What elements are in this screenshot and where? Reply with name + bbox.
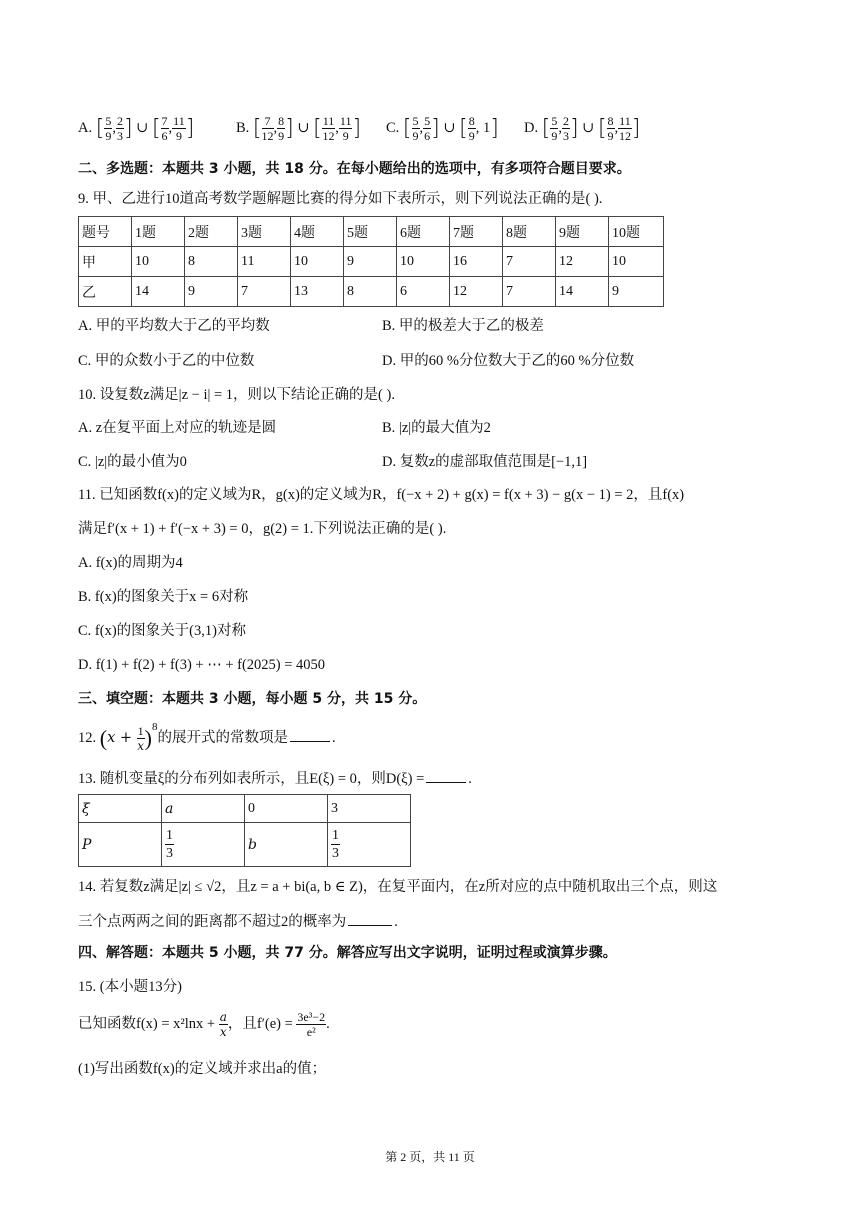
q10-option-b: B. |z|的最大值为2 <box>382 420 491 436</box>
table-cell: 乙 <box>79 277 132 307</box>
q15-given: 已知函数f(x) = x²lnx + $\frac{a}{x}$ ，且f′(e) = $\frac{\text{3e³−2}}{\text{e²}}$ . <box>78 1010 330 1039</box>
table-cell: 10 <box>132 247 185 277</box>
fraction: $\frac{8}{9}$ <box>468 114 475 143</box>
table-row <box>79 277 664 307</box>
table-cell: 8 <box>185 247 238 277</box>
table-cell: 题号 <box>79 217 132 247</box>
option-label: C. <box>386 119 400 136</box>
fraction: $\frac{2}{3}$ <box>116 114 123 143</box>
fraction: $\frac{8}{9}$ <box>607 114 614 143</box>
q8-option-a: A. [ $\frac{5}{9}$ , $\frac{2}{3}$ ] ∪ [ $\frac{7}{6}$ , $\frac{11}{9}$ ] <box>78 114 195 143</box>
option-label: B. <box>236 119 250 136</box>
fraction: $\frac{1}{3}$ <box>332 828 339 861</box>
table-cell: 9题 <box>556 217 609 247</box>
table-cell: 7题 <box>450 217 503 247</box>
table-cell: 14 <box>556 277 609 307</box>
q9-option-b: B. 甲的极差大于乙的极差 <box>382 318 544 334</box>
table-cell: 6 <box>397 277 450 307</box>
table-cell: 3题 <box>238 217 291 247</box>
table-cell: 7 <box>503 247 556 277</box>
table-cell: 12 <box>556 247 609 277</box>
q9-option-d: D. 甲的60 %分位数大于乙的60 %分位数 <box>382 353 635 369</box>
q9-score-table <box>78 216 664 307</box>
table-cell: 10 <box>291 247 344 277</box>
table-cell: 11 <box>238 247 291 277</box>
fraction: $\frac{2}{3}$ <box>562 114 569 143</box>
table-cell: 5题 <box>344 217 397 247</box>
page-footer: 第 2 页，共 11 页 <box>385 1150 475 1164</box>
fraction: $\frac{11}{12}$ <box>322 114 335 143</box>
fraction: $\frac{11}{9}$ <box>339 114 352 143</box>
table-cell: 6题 <box>397 217 450 247</box>
q13-distribution-table: ξ a 0 3 P $\frac{1}{3}$ b $\frac{1}{3}$ <box>78 794 411 867</box>
table-cell: 9 <box>609 277 664 307</box>
fraction: $\frac{8}{9}$ <box>278 114 285 143</box>
table-cell: 13 <box>291 277 344 307</box>
table-row <box>79 217 664 247</box>
fraction: $\frac{\text{3e³−2}}{\text{e²}}$ <box>297 1010 326 1039</box>
q11-option-d: D. f(1) + f(2) + f(3) + ⋯ + f(2025) = 4050 <box>78 657 326 673</box>
fraction: $\frac{5}{9}$ <box>105 114 112 143</box>
fraction: $\frac{11}{9}$ <box>173 114 185 143</box>
q10-option-c: C. |z|的最小值为0 <box>78 454 187 470</box>
q10-option-a: A. z在复平面上对应的轨迹是圆 <box>78 420 277 436</box>
q14-stem-line1: 14. 若复数z满足|z| ≤ √2，且z = a + bi(a, b ∈ Z)，在复平面内，在z所对应的点中随机取出三个点，则这 <box>78 879 718 895</box>
table-cell: 12 <box>450 277 503 307</box>
q15-part1: (1)写出函数f(x)的定义域并求出a的值； <box>78 1061 327 1077</box>
answer-blank[interactable] <box>290 727 330 742</box>
table-cell: 4题 <box>291 217 344 247</box>
section-heading-fill-in: 三、填空题：本题共 3 小题，每小题 5 分，共 15 分。 <box>78 691 427 707</box>
q11-option-a: A. f(x)的周期为4 <box>78 555 183 571</box>
bracket: [ <box>95 116 105 141</box>
q9-option-c: C. 甲的众数小于乙的中位数 <box>78 353 255 369</box>
q11-option-c: C. f(x)的图象关于(3,1)对称 <box>78 623 246 639</box>
q10-option-d: D. 复数z的虚部取值范围是[−1,1] <box>382 454 588 470</box>
q14-stem-line2: 三个点两两之间的距离都不超过2的概率为 . <box>78 910 398 931</box>
fraction: $\frac{5}{9}$ <box>412 114 419 143</box>
table-cell: 7 <box>238 277 291 307</box>
q12-stem: 12. (x + $\frac{1}{x}$ )$^8$的展开式的常数项是 . <box>78 721 336 753</box>
section-heading-solutions: 四、解答题：本题共 5 小题，共 77 分。解答应写出文字说明，证明过程或演算步骤。 <box>78 945 617 961</box>
table-cell: 2题 <box>185 217 238 247</box>
answer-blank[interactable] <box>426 768 466 783</box>
fraction: $\frac{5}{6}$ <box>424 114 431 143</box>
q8-option-c: C. [ $\frac{5}{9}$ , $\frac{5}{6}$ ] ∪ [ $\frac{8}{9}$ , 1] <box>386 114 499 143</box>
q9-option-a: A. 甲的平均数大于乙的平均数 <box>78 318 270 334</box>
table-cell: 10 <box>397 247 450 277</box>
table-cell: 16 <box>450 247 503 277</box>
fraction: $\frac{1}{3}$ <box>166 828 173 861</box>
table-row <box>79 247 664 277</box>
table-cell: 8 <box>344 277 397 307</box>
q9-stem: 9. 甲、乙进行10道高考数学题解题比赛的得分如下表所示，则下列说法正确的是( ). <box>78 191 603 207</box>
table-cell: 10题 <box>609 217 664 247</box>
table-cell: 9 <box>185 277 238 307</box>
q11-stem-line2: 满足f′(x + 1) + f′(−x + 3) = 0，g(2) = 1.下列说法正确的是( ). <box>78 521 447 537</box>
fraction: $\frac{a}{x}$ <box>219 1010 227 1039</box>
fraction: $\frac{1}{x}$ <box>137 724 145 753</box>
table-cell: 8题 <box>503 217 556 247</box>
q15-header: 15. (本小题13分) <box>78 979 182 995</box>
section-heading-multiple-choice: 二、多选题：本题共 3 小题，共 18 分。在每小题给出的选项中，有多项符合题目要求。 <box>78 161 631 177</box>
option-label: A. <box>78 119 93 136</box>
table-cell: 甲 <box>79 247 132 277</box>
answer-blank[interactable] <box>348 911 392 926</box>
q13-stem: 13. 随机变量ξ的分布列如表所示，且E(ξ) = 0，则D(ξ) = . <box>78 767 472 788</box>
option-label: D. <box>524 119 539 136</box>
q8-option-d: D. [ $\frac{5}{9}$ , $\frac{2}{3}$ ] ∪ [ $\frac{8}{9}$ , $\frac{11}{12}$ ] <box>524 114 641 143</box>
q11-option-b: B. f(x)的图象关于x = 6对称 <box>78 589 249 605</box>
fraction: $\frac{5}{9}$ <box>551 114 558 143</box>
q11-stem-line1: 11. 已知函数f(x)的定义域为R，g(x)的定义域为R，f(−x + 2) + g(x) = f(x + 3) − g(x − 1) = 2，且f(x) <box>78 487 685 503</box>
fraction: $\frac{7}{6}$ <box>161 114 168 143</box>
table-cell: 7 <box>503 277 556 307</box>
q8-option-b: B. [ $\frac{7}{12}$ , $\frac{8}{9}$ ] ∪ [ $\frac{11}{12}$ , $\frac{11}{9}$ ] <box>236 114 362 143</box>
fraction: $\frac{11}{12}$ <box>618 114 631 143</box>
q10-stem: 10. 设复数z满足|z − i| = 1，则以下结论正确的是( ). <box>78 387 395 403</box>
table-cell: 14 <box>132 277 185 307</box>
fraction: $\frac{7}{12}$ <box>261 114 274 143</box>
table-cell: 1题 <box>132 217 185 247</box>
table-cell: 10 <box>609 247 664 277</box>
table-cell: 9 <box>344 247 397 277</box>
